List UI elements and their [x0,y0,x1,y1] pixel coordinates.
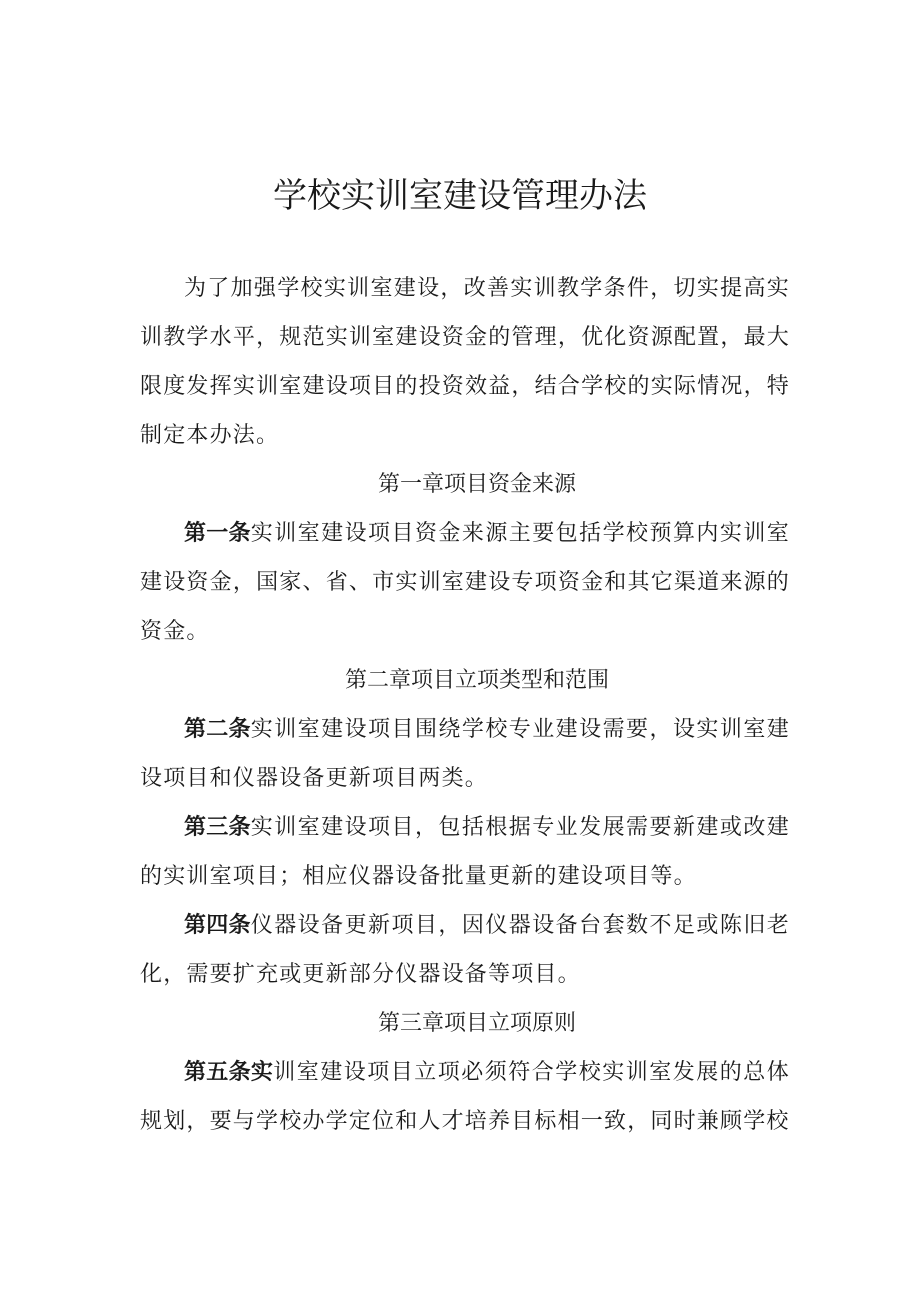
document-body [140,264,790,1146]
article-5-label: 第五条实 [184,1060,274,1085]
article-3-text: 实训室建设项目，包括根据专业发展需要新建或改建的实训室项目；相应仪器设备批量更新的建设项目等。 [140,815,790,889]
article-4-text: 仪器设备更新项目，因仪器设备台套数不足或陈旧老化，需要扩充或更新部分仪器设备等项目。 [140,913,790,987]
article-2-text: 实训室建设项目围绕学校专业建设需要，设实训室建设项目和仪器设备更新项目两类。 [140,717,790,791]
article-4-label: 第四条 [184,913,251,938]
article-2-label: 第二条 [184,717,251,742]
article-1-label: 第一条 [184,521,251,546]
chapter-2-heading: 第二章项目立项类型和范围 [344,668,609,693]
article-1 [140,509,790,656]
article-2 [140,705,790,803]
article-4 [140,901,790,999]
article-5-text: 训室建设项目立项必须符合学校实训室发展的总体规划，要与学校办学定位和人才培养目标相一致，同时兼顾学校 [140,1060,790,1134]
article-3-label: 第三条 [184,815,251,840]
chapter-1-heading: 第一章项目资金来源 [377,472,576,497]
article-3 [140,803,790,901]
article-5 [140,1048,790,1146]
chapter-3-heading: 第三章项目立项原则 [377,1011,576,1036]
document-title: 学校实训室建设管理办法 [273,176,647,216]
article-1-text: 实训室建设项目资金来源主要包括学校预算内实训室建设资金，国家、省、市实训室建设专项资金和其它渠道来源的资金。 [140,521,790,644]
intro-paragraph: 为了加强学校实训室建设，改善实训教学条件，切实提高实训教学水平，规范实训室建设资金的管理，优化资源配置，最大限度发挥实训室建设项目的投资效益，结合学校的实际情况，特制定本办法。 [140,276,790,448]
